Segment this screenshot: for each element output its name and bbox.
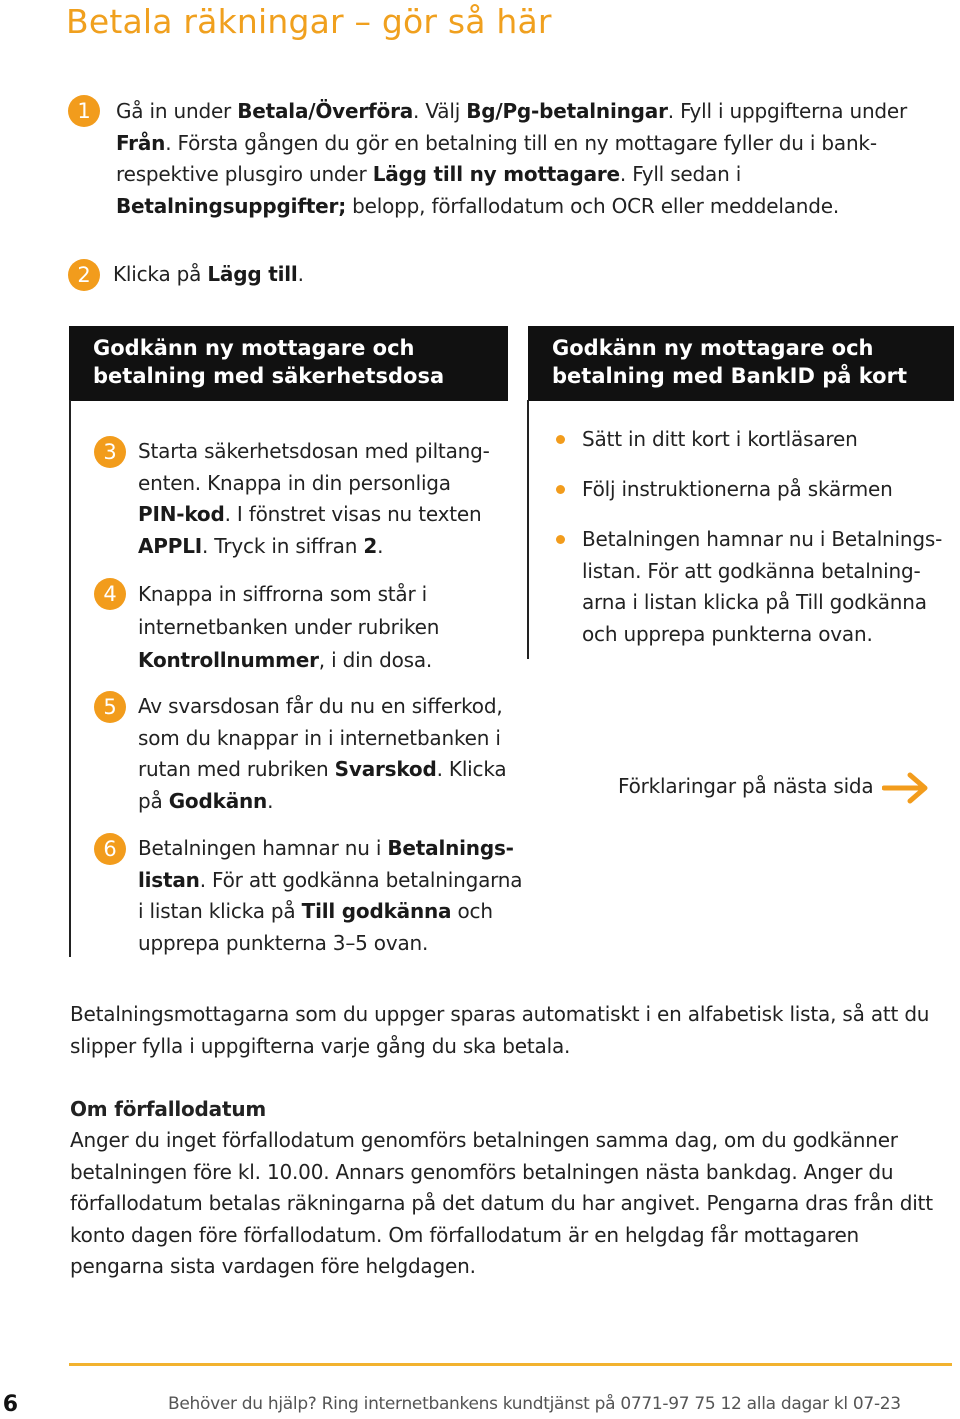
due-date-heading: Om förfallodatum [70, 1097, 267, 1121]
bankid-bullet-1: Sätt in ditt kort i kortläsaren [582, 427, 858, 451]
step-number-6: 6 [94, 833, 126, 865]
bullet-icon [556, 535, 565, 544]
step-number-4: 4 [94, 578, 126, 610]
bullet-icon [556, 435, 565, 444]
security-token-header: Godkänn ny mottagare och betalning med säkerhetsdosa [69, 326, 508, 401]
step-number-2: 2 [68, 259, 100, 291]
step-number-3: 3 [94, 436, 126, 468]
step-number-1: 1 [68, 95, 100, 127]
step-6-text: Betalningen hamnar nu i Betalnings-listan. För att godkänna betalningarna i listan klicka på Till godkänna och upprepa punkterna 3–5 ovan. [138, 836, 523, 955]
bankid-card-header: Godkänn ny mottagare och betalning med BankID på kort [528, 326, 954, 401]
right-panel-rule [527, 400, 529, 659]
step-number-5: 5 [94, 691, 126, 723]
arrow-right-icon[interactable] [882, 772, 930, 804]
bullet-icon [556, 485, 565, 494]
help-text: Behöver du hjälp? Ring internetbankens kundtjänst på 0771-97 75 12 alla dagar kl 07-23 [168, 1394, 901, 1414]
page-title: Betala räkningar – gör så här [66, 2, 552, 41]
footer-divider [69, 1363, 952, 1366]
step-4-text: Knappa in siffrorna som står i internetbanken under rubriken Kontrollnummer, i din dosa. [138, 582, 440, 672]
page-number: 6 [2, 1392, 18, 1417]
due-date-body: Anger du inget förfallodatum genomförs betalningen samma dag, om du godkänner betalningen före kl. 10.00. Annars genomförs betalningen nästa bankdag. Anger du förfallodatum betalas räkningarna på det datum du har angivet. Pengarna dras från ditt konto dagen före förfallodatum. Om förfallodatum är en helgdag får mottagaren pengarna sista vardagen före helgdagen. [70, 1128, 933, 1278]
next-page-link[interactable]: Förklaringar på nästa sida [618, 774, 874, 798]
step-1-text: Gå in under Betala/Överföra. Välj Bg/Pg-betalningar. Fyll i uppgifterna under Från. Första gången du gör en betalning till en ny mottagare fyller du i bank- respektive plusgiro under Lägg till ny mottagare. Fyll sedan i Betalningsuppgifter; belopp, förfallodatum och OCR eller meddelande. [116, 99, 908, 218]
step-3-text: Starta säkerhetsdosan med piltang-enten. Knappa in din personliga PIN-kod. I fönstret visas nu texten APPLI. Tryck in siffran 2. [138, 439, 490, 558]
recipients-paragraph: Betalningsmottagarna som du uppger sparas automatiskt i en alfabetisk lista, så att du slipper fylla i uppgifterna varje gång du ska betala. [70, 1002, 930, 1058]
step-2-text: Klicka på Lägg till. [113, 262, 304, 286]
bankid-bullet-3: Betalningen hamnar nu i Betalnings-listan. För att godkänna betalning-arna i listan klicka på Till godkänna och upprepa punkterna ovan. [582, 527, 943, 646]
bankid-bullet-2: Följ instruktionerna på skärmen [582, 477, 893, 501]
left-panel-rule [69, 400, 71, 957]
step-5-text: Av svarsdosan får du nu en sifferkod, som du knappar in i internetbanken i rutan med rubriken Svarskod. Klicka på Godkänn. [138, 694, 507, 813]
